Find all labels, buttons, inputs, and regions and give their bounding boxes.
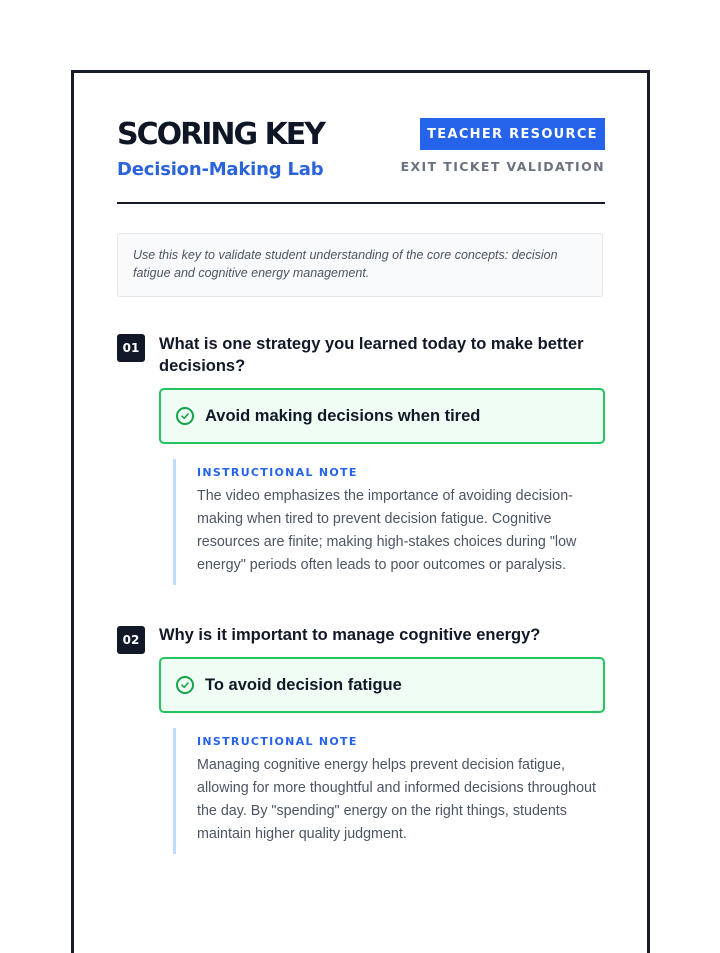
answer-text: To avoid decision fatigue [205,675,402,694]
teacher-resource-badge: TEACHER RESOURCE [420,118,605,150]
page-title: SCORING KEY [117,117,325,152]
answer-box [159,657,605,713]
instructional-note [173,459,605,585]
question-number-badge: 01 [117,334,145,362]
exit-ticket-label: EXIT TICKET VALIDATION [400,159,605,174]
instructional-note [173,728,605,854]
answer-text: Avoid making decisions when tired [205,406,481,425]
answer-box [159,388,605,444]
page-subtitle: Decision-Making Lab [117,159,324,180]
question-text: What is one strategy you learned today to make better decisions? [159,335,584,375]
note-text: The video emphasizes the importance of avoiding decision-making when tired to prevent decision fatigue. Cognitive resources are finite; making high-stakes choices during "low energy" periods often leads to poor outcomes or paralysis. [197,488,577,573]
note-text: Managing cognitive energy helps prevent decision fatigue, allowing for more thoughtful and informed decisions throughout the day. By "spending" energy on the right things, students maintain higher quality judgment. [197,757,596,842]
check-circle-icon [176,676,194,694]
question-text: Why is it important to manage cognitive energy? [159,626,541,644]
note-label: INSTRUCTIONAL NOTE [197,466,358,479]
note-label: INSTRUCTIONAL NOTE [197,735,358,748]
scoring-key-sheet [71,70,650,953]
intro-callout: Use this key to validate student understanding of the core concepts: decision fatigue and cognitive energy management. [117,233,603,297]
check-circle-icon [176,407,194,425]
header-divider [117,202,605,204]
question-number-badge: 02 [117,626,145,654]
